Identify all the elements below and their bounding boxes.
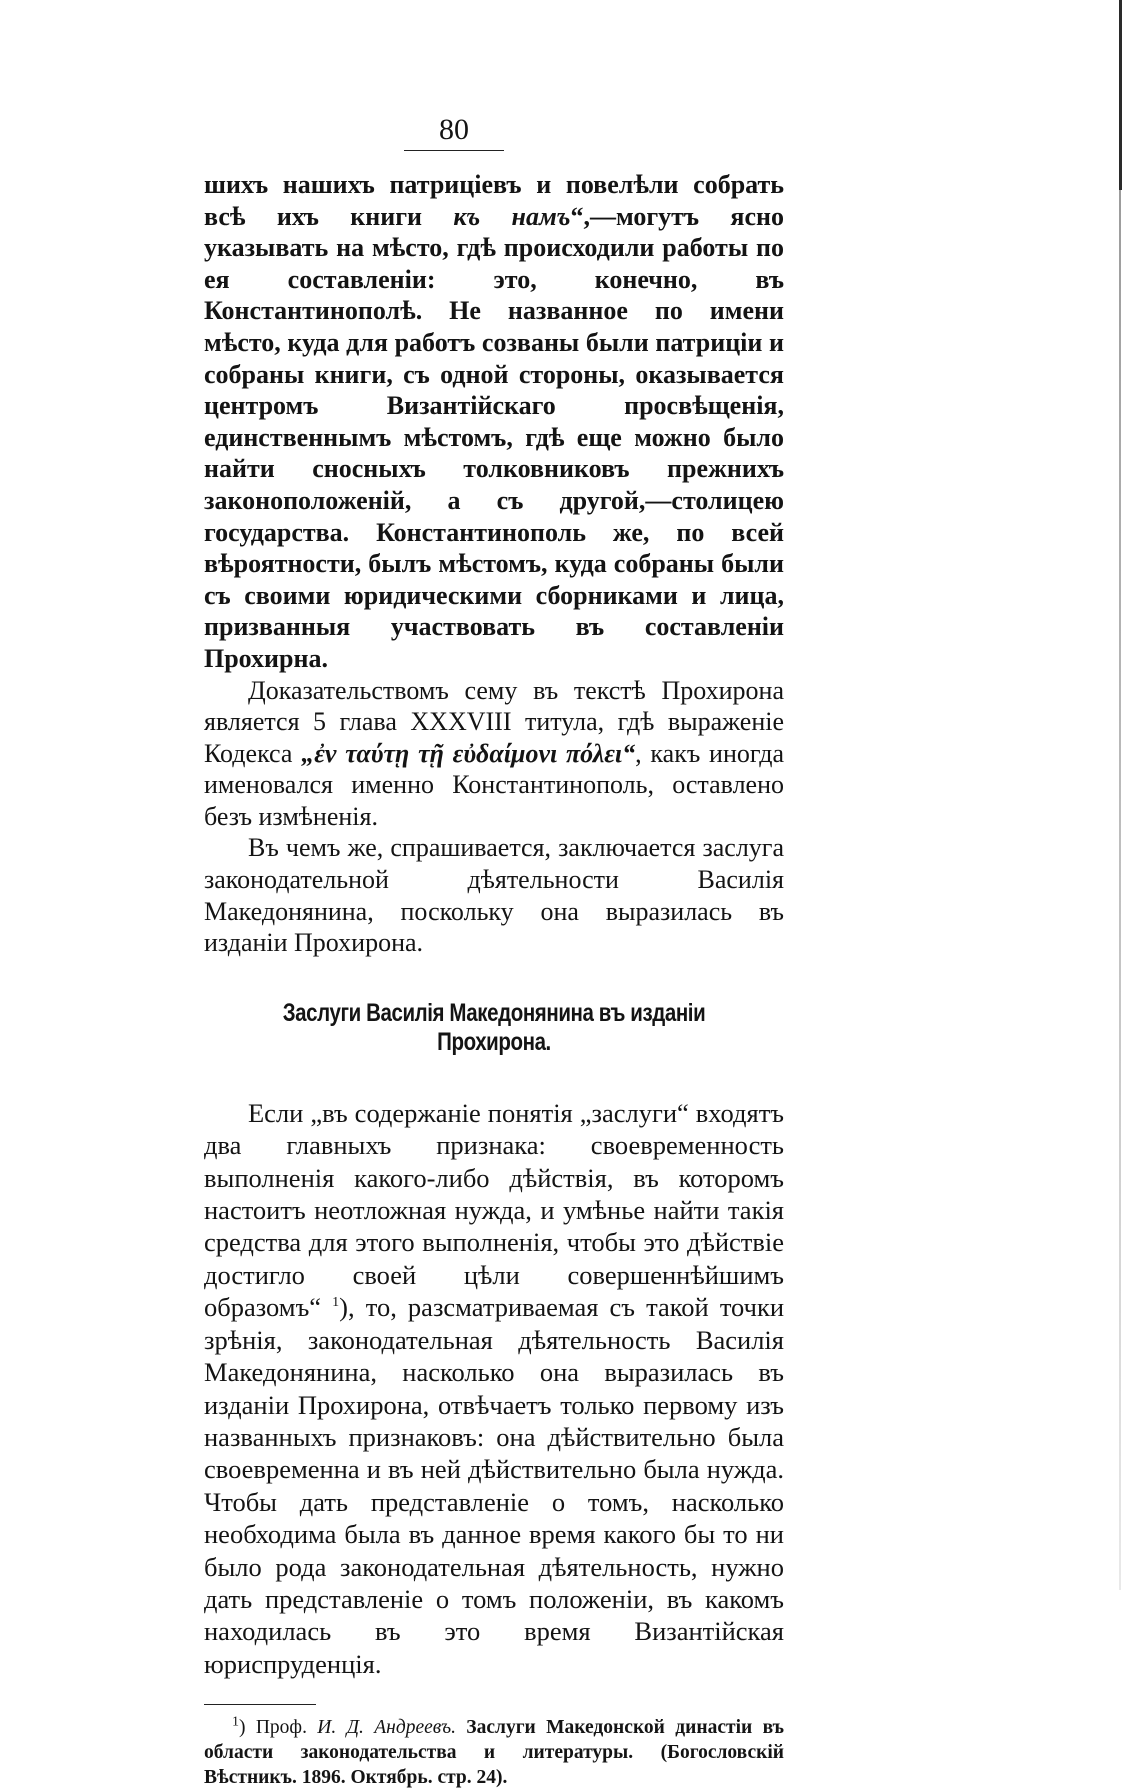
paragraph-4-text-a: Если „въ содержаніе понятія „заслуги“ входятъ два главныхъ признака: своевременность выполненія какого-либо дѣйствія, въ которомъ настоитъ неотложная нужда, и умѣнье найти такія средства для этого выполненія, чтобы это дѣйствіе достигло своей цѣли совершеннѣйшимъ образомъ“ — [204, 1097, 784, 1323]
paragraph-3: Въ чемъ же, спрашивается, заключается заслуга законодательной дѣятельности Василія Македонянина, поскольку она выразилась въ изданіи Прохирона. — [204, 833, 784, 958]
paragraph-1 — [204, 169, 784, 675]
paragraph-2 — [204, 675, 784, 833]
greek-quotation: „ἐν ταύτῃ τῇ εὐδαίμονι πόλει“ — [301, 738, 636, 768]
scan-edge-shadow — [1119, 0, 1122, 190]
footnote-text: Заслуги Македонской династіи въ области законодательства и литературы. (Богословскій Вѣстникъ. 1896. Октябрь. стр. 24). — [204, 1717, 784, 1789]
footnote-author: И. Д. Андреевъ. — [317, 1717, 456, 1739]
footnote-mark: 1 — [232, 1714, 239, 1730]
paragraph-4-text-b: ), то, разсматриваемая съ такой точки зрѣнія, законодательная дѣятельность Василія Македонянина, насколько она выразилась въ изданіи Прохирона, отвѣчаетъ только первому изъ названныхъ признаковъ: она дѣйствительно была своевременна и въ ней дѣйствительно была нужда. Чтобы дать представленіе о томъ, насколько необходима была въ данное время какого бы то ни было рода законодательная дѣятельность, нужно дать представленіе о томъ положеніи, въ какомъ находилась въ это время Византійская юриспруденція. — [204, 1292, 784, 1679]
footnote-divider — [204, 1704, 316, 1705]
paragraph-1-text-a: шихъ нашихъ патриціевъ и повелѣли собрать всѣ ихъ книги — [204, 170, 784, 231]
scan-edge-shadow-lower — [1119, 190, 1121, 1590]
paragraph-1-text-b: “,—могутъ ясно указывать на мѣсто, гдѣ происходили работы по ея составленіи: это, конечно, въ Константинополѣ. Не названное по имени мѣсто, куда для работъ созваны были патриціи и собраны книги, съ одной стороны, оказывается центромъ Византійскаго просвѣщенія, единственнымъ мѣстомъ, гдѣ еще можно было найти сносныхъ толковниковъ прежнихъ законоположеній, а съ другой,—столицею государства. Константинополь же, по всей вѣроятности, былъ мѣстомъ, куда собраны были съ своими юридическими сборниками и лица, призванныя участвовать въ составленіи Прохирна. — [204, 201, 784, 673]
footnote — [204, 1715, 784, 1790]
paragraph-1-italic: къ намъ — [453, 201, 571, 231]
section-body — [204, 1097, 784, 1680]
page-number: 80 — [404, 110, 504, 151]
paragraph-4 — [204, 1097, 784, 1680]
footnote-reference[interactable]: 1 — [332, 1295, 340, 1311]
paragraph-2-text-b: , какъ иногда именовался именно Константинополь, оставлено безъ измѣненія. — [204, 738, 785, 831]
book-page — [204, 110, 784, 1790]
paragraph-2-text-a: Доказательствомъ сему въ текстѣ Прохирона является 5 глава XXXVIII титула, гдѣ выраженіе Кодекса — [204, 675, 784, 768]
section-title: Заслуги Василія Македонянина въ изданіи Прохирона. — [282, 998, 706, 1056]
footnote-prefix: ) Проф. — [239, 1717, 318, 1739]
